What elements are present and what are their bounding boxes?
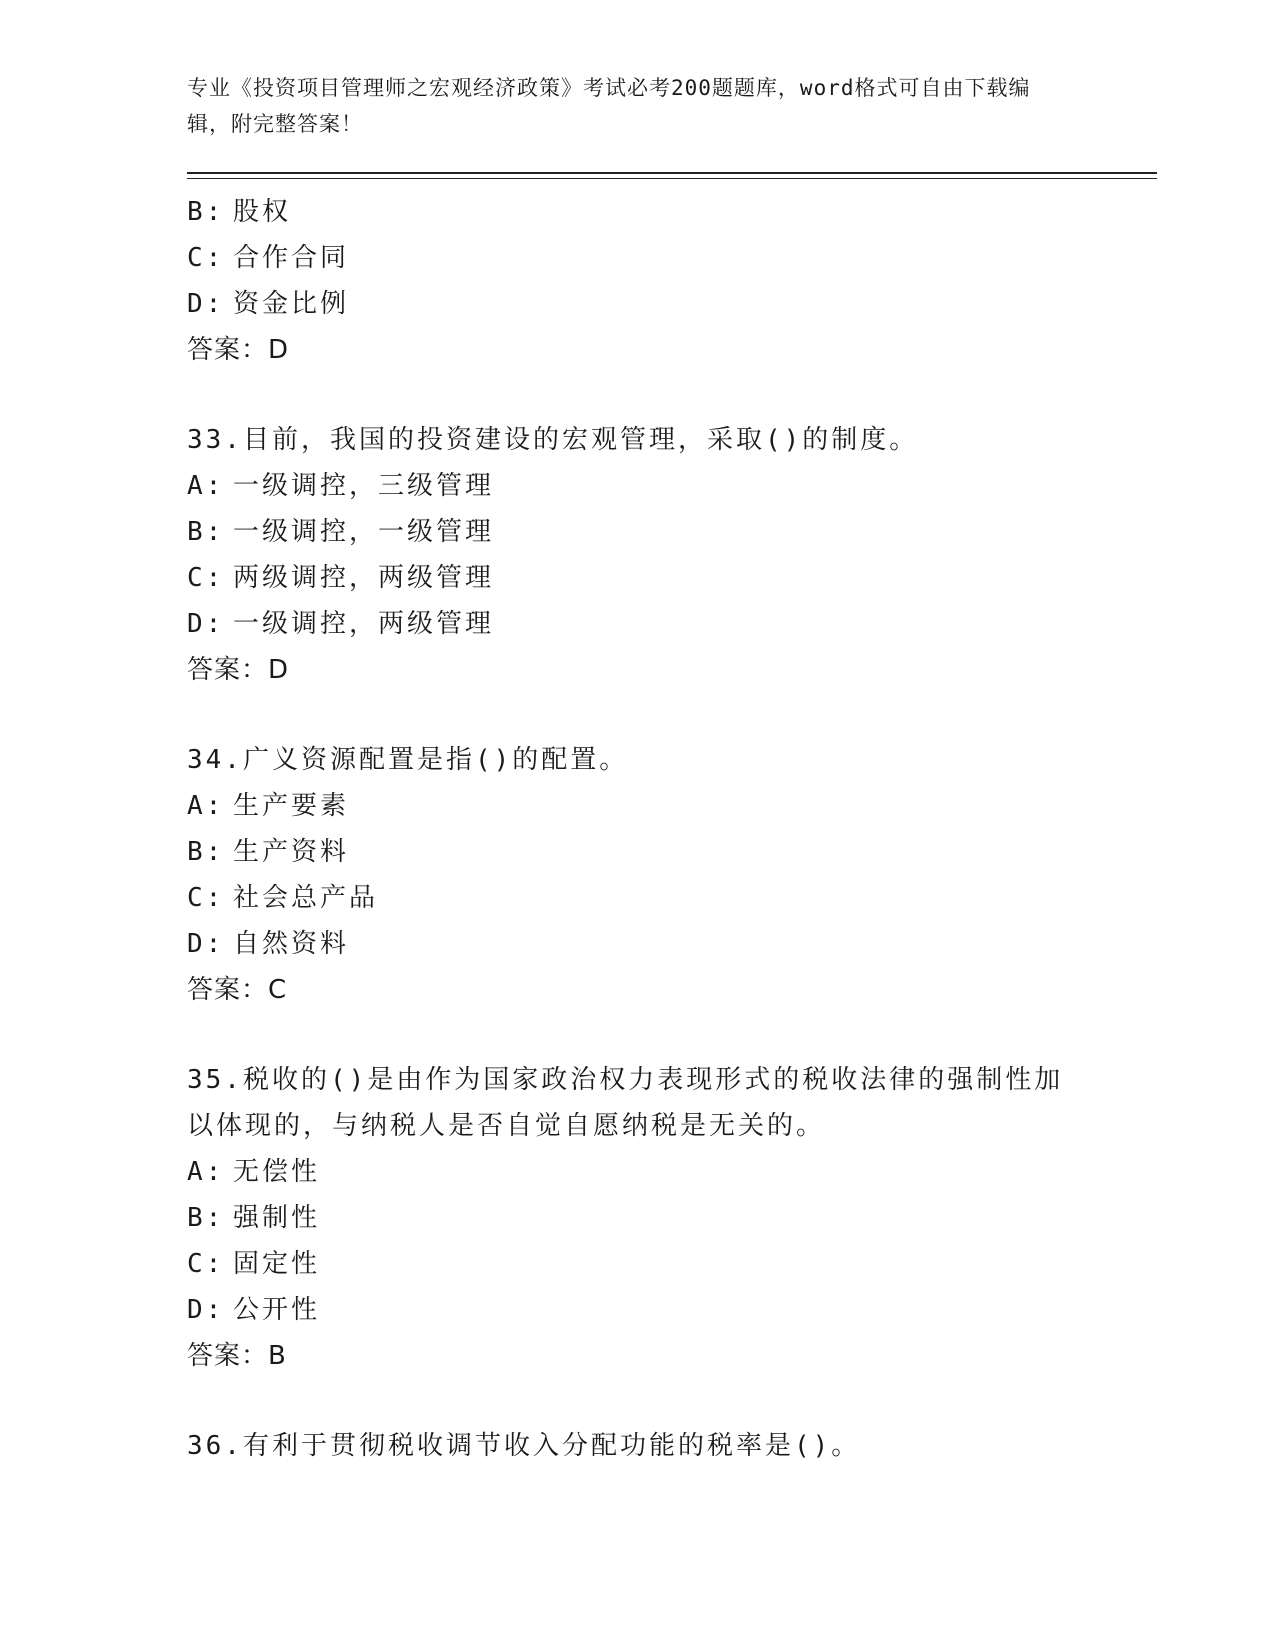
document-intro: 专业《投资项目管理师之宏观经济政策》考试必考200题题库，word格式可自由下载编辑，附完整答案！ bbox=[187, 76, 1031, 136]
option-letter: B: bbox=[187, 837, 225, 867]
option-text: 自然资料 bbox=[233, 929, 350, 959]
option-b bbox=[187, 509, 1157, 555]
option-letter: A: bbox=[187, 471, 225, 501]
option-letter: A: bbox=[187, 1157, 225, 1187]
option-text: 生产要素 bbox=[233, 791, 350, 821]
answer-line: 答案：D bbox=[187, 335, 290, 365]
option-letter: D: bbox=[187, 609, 225, 639]
answer-line: 答案：C bbox=[187, 975, 288, 1005]
option-a bbox=[187, 783, 1157, 829]
option-text: 一级调控，一级管理 bbox=[233, 517, 495, 547]
option-a bbox=[187, 463, 1157, 509]
question-33-block bbox=[187, 417, 1157, 693]
option-c bbox=[187, 555, 1157, 601]
question-36-block bbox=[187, 1423, 1157, 1469]
option-a bbox=[187, 1149, 1157, 1195]
option-letter: D: bbox=[187, 1295, 225, 1325]
option-text: 两级调控，两级管理 bbox=[233, 563, 495, 593]
option-text: 股权 bbox=[233, 197, 292, 227]
option-letter: D: bbox=[187, 929, 225, 959]
header-divider bbox=[187, 172, 1157, 179]
option-text: 固定性 bbox=[233, 1249, 321, 1279]
option-text: 资金比例 bbox=[233, 289, 350, 319]
option-d bbox=[187, 1287, 1157, 1333]
option-letter: D: bbox=[187, 289, 225, 319]
option-letter: B: bbox=[187, 197, 225, 227]
option-letter: B: bbox=[187, 517, 225, 547]
option-c bbox=[187, 1241, 1157, 1287]
option-c bbox=[187, 875, 1157, 921]
option-text: 公开性 bbox=[233, 1295, 321, 1325]
question-text: 33.目前，我国的投资建设的宏观管理，采取()的制度。 bbox=[187, 425, 919, 455]
option-letter: A: bbox=[187, 791, 225, 821]
answer-line: 答案：B bbox=[187, 1341, 287, 1371]
option-letter: C: bbox=[187, 243, 225, 273]
question-34-block bbox=[187, 737, 1157, 1013]
option-text: 一级调控，三级管理 bbox=[233, 471, 495, 501]
option-d bbox=[187, 281, 1157, 327]
answer-line: 答案：D bbox=[187, 655, 290, 685]
document-page bbox=[187, 70, 1157, 1469]
option-text: 生产资料 bbox=[233, 837, 350, 867]
question-text: 35.税收的()是由作为国家政治权力表现形式的税收法律的强制性加以体现的，与纳税人是否自觉自愿纳税是无关的。 bbox=[187, 1065, 1064, 1141]
option-b bbox=[187, 189, 1157, 235]
question-text: 36.有利于贯彻税收调节收入分配功能的税率是()。 bbox=[187, 1431, 861, 1461]
option-text: 强制性 bbox=[233, 1203, 321, 1233]
option-d bbox=[187, 601, 1157, 647]
question-35-block bbox=[187, 1057, 1157, 1379]
option-c bbox=[187, 235, 1157, 281]
question-32-block bbox=[187, 189, 1157, 373]
option-letter: B: bbox=[187, 1203, 225, 1233]
option-text: 无偿性 bbox=[233, 1157, 321, 1187]
option-b bbox=[187, 829, 1157, 875]
option-text: 社会总产品 bbox=[233, 883, 379, 913]
option-text: 合作合同 bbox=[233, 243, 350, 273]
question-text: 34.广义资源配置是指()的配置。 bbox=[187, 745, 629, 775]
option-text: 一级调控，两级管理 bbox=[233, 609, 495, 639]
option-letter: C: bbox=[187, 563, 225, 593]
option-letter: C: bbox=[187, 883, 225, 913]
option-letter: C: bbox=[187, 1249, 225, 1279]
option-b bbox=[187, 1195, 1157, 1241]
option-d bbox=[187, 921, 1157, 967]
